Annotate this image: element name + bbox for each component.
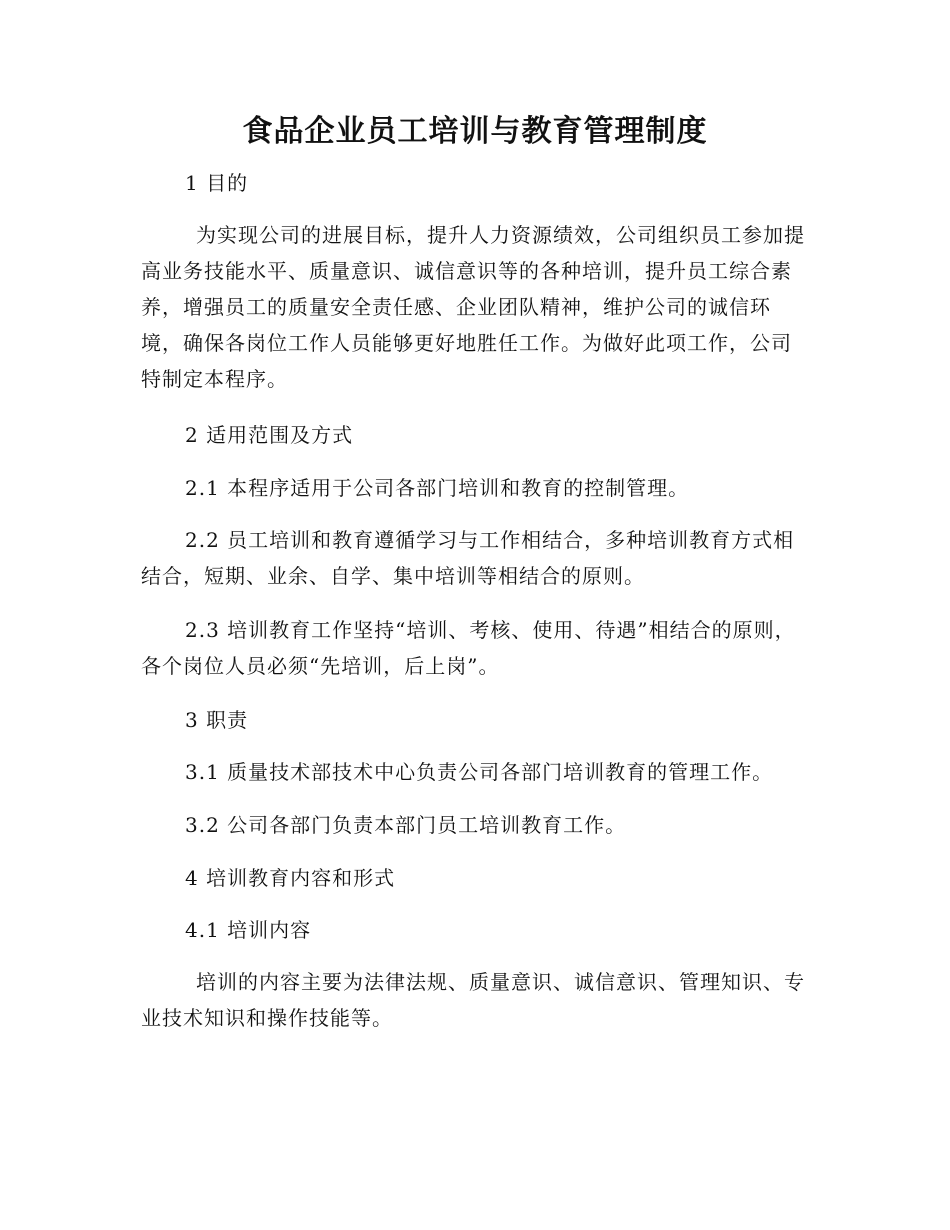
section-3-2: 3.2 公司各部门负责本部门员工培训教育工作。 [185,813,627,837]
section-1-heading: 1 目的 [185,171,249,195]
section-2-1: 2.1 本程序适用于公司各部门培训和教育的控制管理。 [185,476,690,500]
document-title: 食品企业员工培训与教育管理制度 [242,114,708,149]
section-3-heading: 3 职责 [185,708,249,732]
section-4-heading: 4 培训教育内容和形式 [185,866,396,890]
section-2-heading: 2 适用范围及方式 [185,423,354,447]
section-2-2: 2.2 员工培训和教育遵循学习与工作相结合，多种培训教育方式相结合，短期、业余、自学、集中培训等相结合的原则。 [141,528,795,588]
section-1-body: 为实现公司的进展目标，提升人力资源绩效，公司组织员工参加提高业务技能水平、质量意识、诚信意识等的各种培训，提升员工综合素养，增强员工的质量安全责任感、企业团队精神，维护公司的诚信环境，确保各岗位工作人员能够更好地胜任工作。为做好此项工作，公司特制定本程序。 [141,223,805,391]
section-2-3: 2.3 培训教育工作坚持“培训、考核、使用、待遇”相结合的原则，各个岗位人员必须“先培训，后上岗”。 [141,618,796,678]
section-4-1-heading: 4.1 培训内容 [185,918,312,942]
section-4-1-body: 培训的内容主要为法律法规、质量意识、诚信意识、管理知识、专业技术知识和操作技能等。 [141,970,805,1030]
section-3-1: 3.1 质量技术部技术中心负责公司各部门培训教育的管理工作。 [185,760,774,784]
